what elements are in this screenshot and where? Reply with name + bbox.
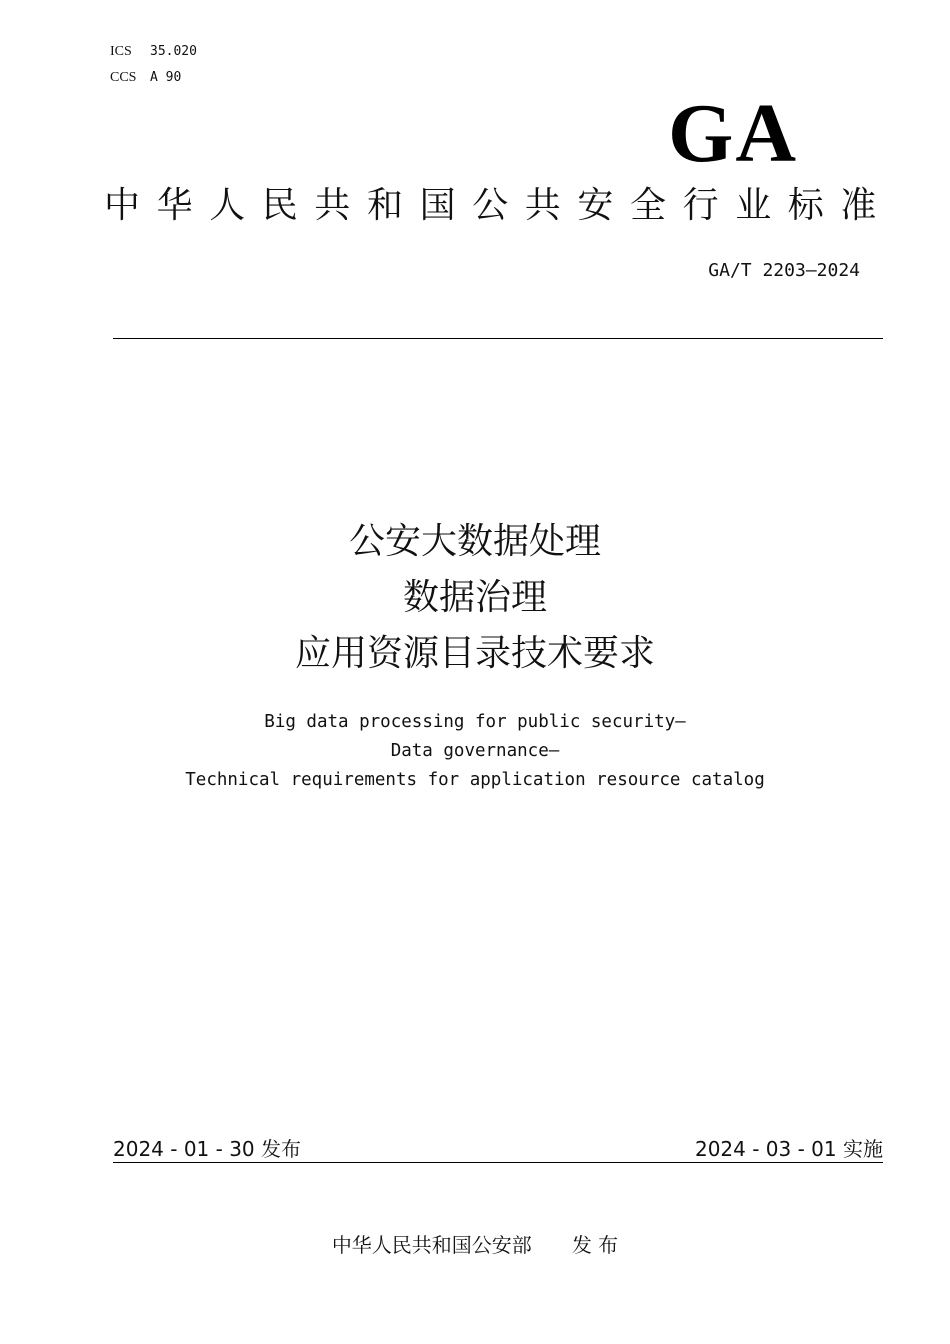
standard-type: 中华人民共和国公共安全行业标准 (104, 185, 894, 226)
ics-label: ICS (110, 44, 132, 59)
ga-logo: GA (668, 87, 798, 180)
header-divider (113, 338, 883, 339)
issue-date: 2024 - 01 - 30 发布 (113, 1137, 302, 1161)
title-en-line-3: Technical requirements for application resource catalog (185, 770, 765, 790)
ccs-code (110, 70, 181, 86)
implementation-date: 2024 - 03 - 01 实施 (694, 1137, 883, 1161)
footer-divider (113, 1162, 883, 1163)
publisher-org: 中华人民共和国公安部 (331, 1233, 532, 1257)
ics-code (110, 44, 197, 60)
title-cn-line-1: 公安大数据处理 (348, 521, 601, 562)
ics-value: 35.020 (150, 44, 197, 59)
publisher-line (0, 1229, 950, 1258)
title-cn-line-2: 数据治理 (402, 577, 547, 618)
ccs-label: CCS (110, 70, 137, 85)
publisher-action: 发 布 (571, 1233, 619, 1257)
title-en-line-2: Data governance— (390, 741, 560, 761)
title-en-line-1: Big data processing for public security— (264, 712, 686, 732)
ccs-value: A 90 (150, 70, 182, 85)
title-cn-line-3: 应用资源目录技术要求 (294, 633, 655, 674)
standard-number: GA/T 2203—2024 (708, 260, 860, 281)
